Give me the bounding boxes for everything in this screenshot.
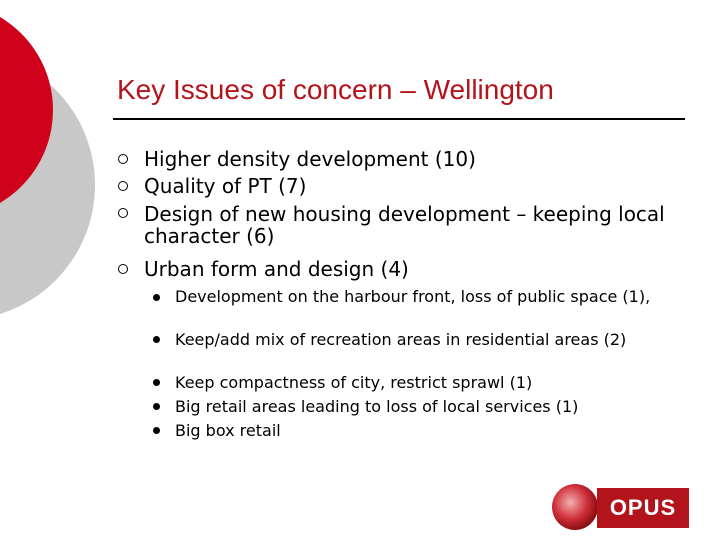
dot-bullet-icon — [153, 379, 160, 386]
sub-bullet-item: Big retail areas leading to loss of local services (1) — [175, 397, 579, 416]
dot-bullet-icon — [153, 336, 160, 343]
bullet-item: Urban form and design (4) — [144, 257, 409, 281]
sub-bullet-item: Big box retail — [175, 421, 281, 440]
opus-logo — [549, 483, 689, 531]
circle-bullet-icon — [118, 181, 128, 191]
sub-bullet-item: Keep/add mix of recreation areas in residential areas (2) — [175, 330, 627, 349]
dot-bullet-icon — [153, 403, 160, 410]
title-divider — [113, 118, 685, 120]
circle-bullet-icon — [118, 264, 128, 274]
decorative-circles — [0, 0, 110, 330]
logo-text: OPUS — [609, 495, 677, 520]
bullet-item: Quality of PT (7) — [144, 174, 307, 198]
circle-bullet-icon — [118, 154, 128, 164]
dot-bullet-icon — [153, 294, 160, 301]
slide-title: Key Issues of concern – Wellington — [117, 74, 554, 105]
circle-bullet-icon — [118, 208, 128, 218]
sub-bullet-item: Keep compactness of city, restrict sprawl (1) — [175, 373, 533, 392]
bullet-item: Design of new housing development – keeping local character (6) — [144, 202, 665, 248]
dot-bullet-icon — [153, 427, 160, 434]
bullet-item: Higher density development (10) — [144, 147, 476, 171]
sub-bullet-item: Development on the harbour front, loss of public space (1), — [175, 287, 651, 306]
